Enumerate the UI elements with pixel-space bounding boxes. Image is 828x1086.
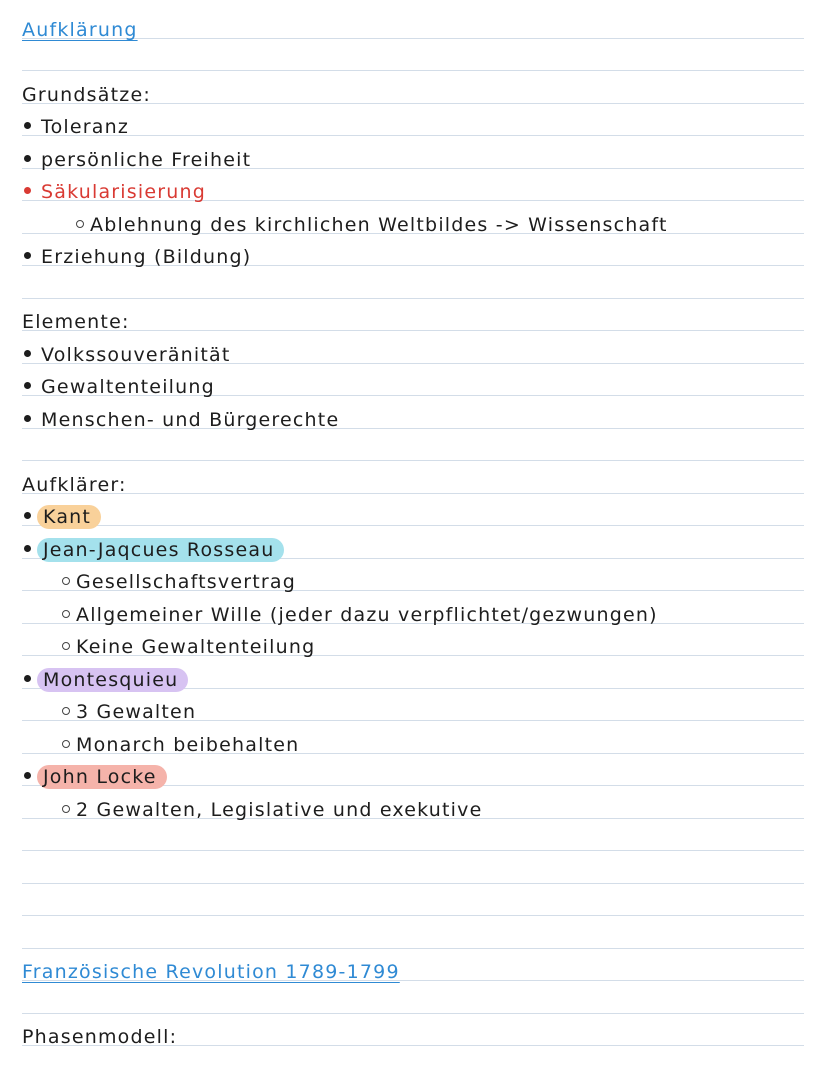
list-item	[22, 371, 215, 403]
bullet-icon	[24, 122, 31, 129]
heading-elemente: Elemente:	[22, 311, 130, 333]
bullet-icon	[24, 772, 31, 779]
ruled-line	[22, 850, 804, 851]
list-item-text: Menschen- und Bürgerechte	[41, 409, 340, 431]
heading-aufklaerer: Aufklärer:	[22, 474, 127, 496]
list-item	[22, 111, 129, 143]
bullet-icon	[24, 155, 31, 162]
list-item-emphasized	[22, 176, 206, 208]
bullet-icon	[24, 415, 31, 422]
section-title-text: Aufklärung	[22, 19, 138, 41]
bullet-icon	[24, 252, 31, 259]
heading-phasenmodell: Phasenmodell:	[22, 1026, 178, 1048]
sub-list-item	[62, 729, 299, 761]
ruled-line	[22, 525, 804, 526]
ruled-line	[22, 38, 804, 39]
highlighted-name: John Locke	[37, 765, 167, 789]
sub-list-item	[62, 599, 658, 631]
person-item-rosseau	[22, 534, 284, 566]
section-title-text: Französische Revolution 1789-1799	[22, 961, 400, 983]
section-title-revolution	[22, 956, 400, 988]
circle-bullet-icon	[76, 220, 84, 228]
list-item-text: Gewaltenteilung	[41, 376, 215, 398]
list-item	[22, 339, 231, 371]
sub-list-item-text: 3 Gewalten	[76, 701, 197, 723]
list-item	[22, 404, 339, 436]
circle-bullet-icon	[62, 642, 70, 650]
circle-bullet-icon	[62, 740, 70, 748]
ruled-line	[22, 298, 804, 299]
bullet-icon	[24, 350, 31, 357]
bullet-icon	[24, 512, 31, 519]
list-item-text: persönliche Freiheit	[41, 149, 252, 171]
section-title-aufklaerung	[22, 14, 138, 46]
sub-list-item-text: 2 Gewalten, Legislative und exekutive	[76, 799, 483, 821]
sub-list-item-text: Gesellschaftsvertrag	[76, 571, 297, 593]
highlighted-name: Kant	[37, 505, 101, 529]
ruled-line	[22, 330, 804, 331]
sub-list-item-text: Ablehnung des kirchlichen Weltbildes -> Wissenschaft	[90, 214, 668, 236]
bullet-icon	[24, 187, 31, 194]
circle-bullet-icon	[62, 707, 70, 715]
ruled-line	[22, 70, 804, 71]
heading-grundsaetze: Grundsätze:	[22, 84, 151, 106]
sub-list-item	[62, 794, 482, 826]
ruled-line	[22, 135, 804, 136]
bullet-icon	[24, 545, 31, 552]
list-item-text: Säkularisierung	[41, 181, 206, 203]
ruled-line	[22, 915, 804, 916]
highlighted-name: Jean-Jaqcues Rosseau	[37, 538, 284, 562]
circle-bullet-icon	[62, 577, 70, 585]
ruled-line	[22, 948, 804, 949]
ruled-line	[22, 460, 804, 461]
person-item-montesquieu	[22, 664, 188, 696]
sub-list-item	[62, 566, 296, 598]
sub-list-item-text: Monarch beibehalten	[76, 734, 300, 756]
bullet-icon	[24, 382, 31, 389]
sub-list-item-text: Allgemeiner Wille (jeder dazu verpflichtet/gezwungen)	[76, 604, 658, 626]
circle-bullet-icon	[62, 610, 70, 618]
ruled-line	[22, 493, 804, 494]
ruled-line	[22, 883, 804, 884]
person-item-kant	[22, 501, 101, 533]
list-item-text: Erziehung (Bildung)	[41, 246, 252, 268]
sub-list-item	[76, 209, 668, 241]
list-item	[22, 144, 251, 176]
sub-list-item	[62, 696, 196, 728]
ruled-line	[22, 1013, 804, 1014]
list-item	[22, 241, 251, 273]
highlighted-name: Montesquieu	[37, 668, 188, 692]
circle-bullet-icon	[62, 805, 70, 813]
list-item-text: Volkssouveränität	[41, 344, 231, 366]
sub-list-item-text: Keine Gewaltenteilung	[76, 636, 316, 658]
list-item-text: Toleranz	[41, 116, 130, 138]
bullet-icon	[24, 675, 31, 682]
sub-list-item	[62, 631, 315, 663]
person-item-locke	[22, 761, 167, 793]
